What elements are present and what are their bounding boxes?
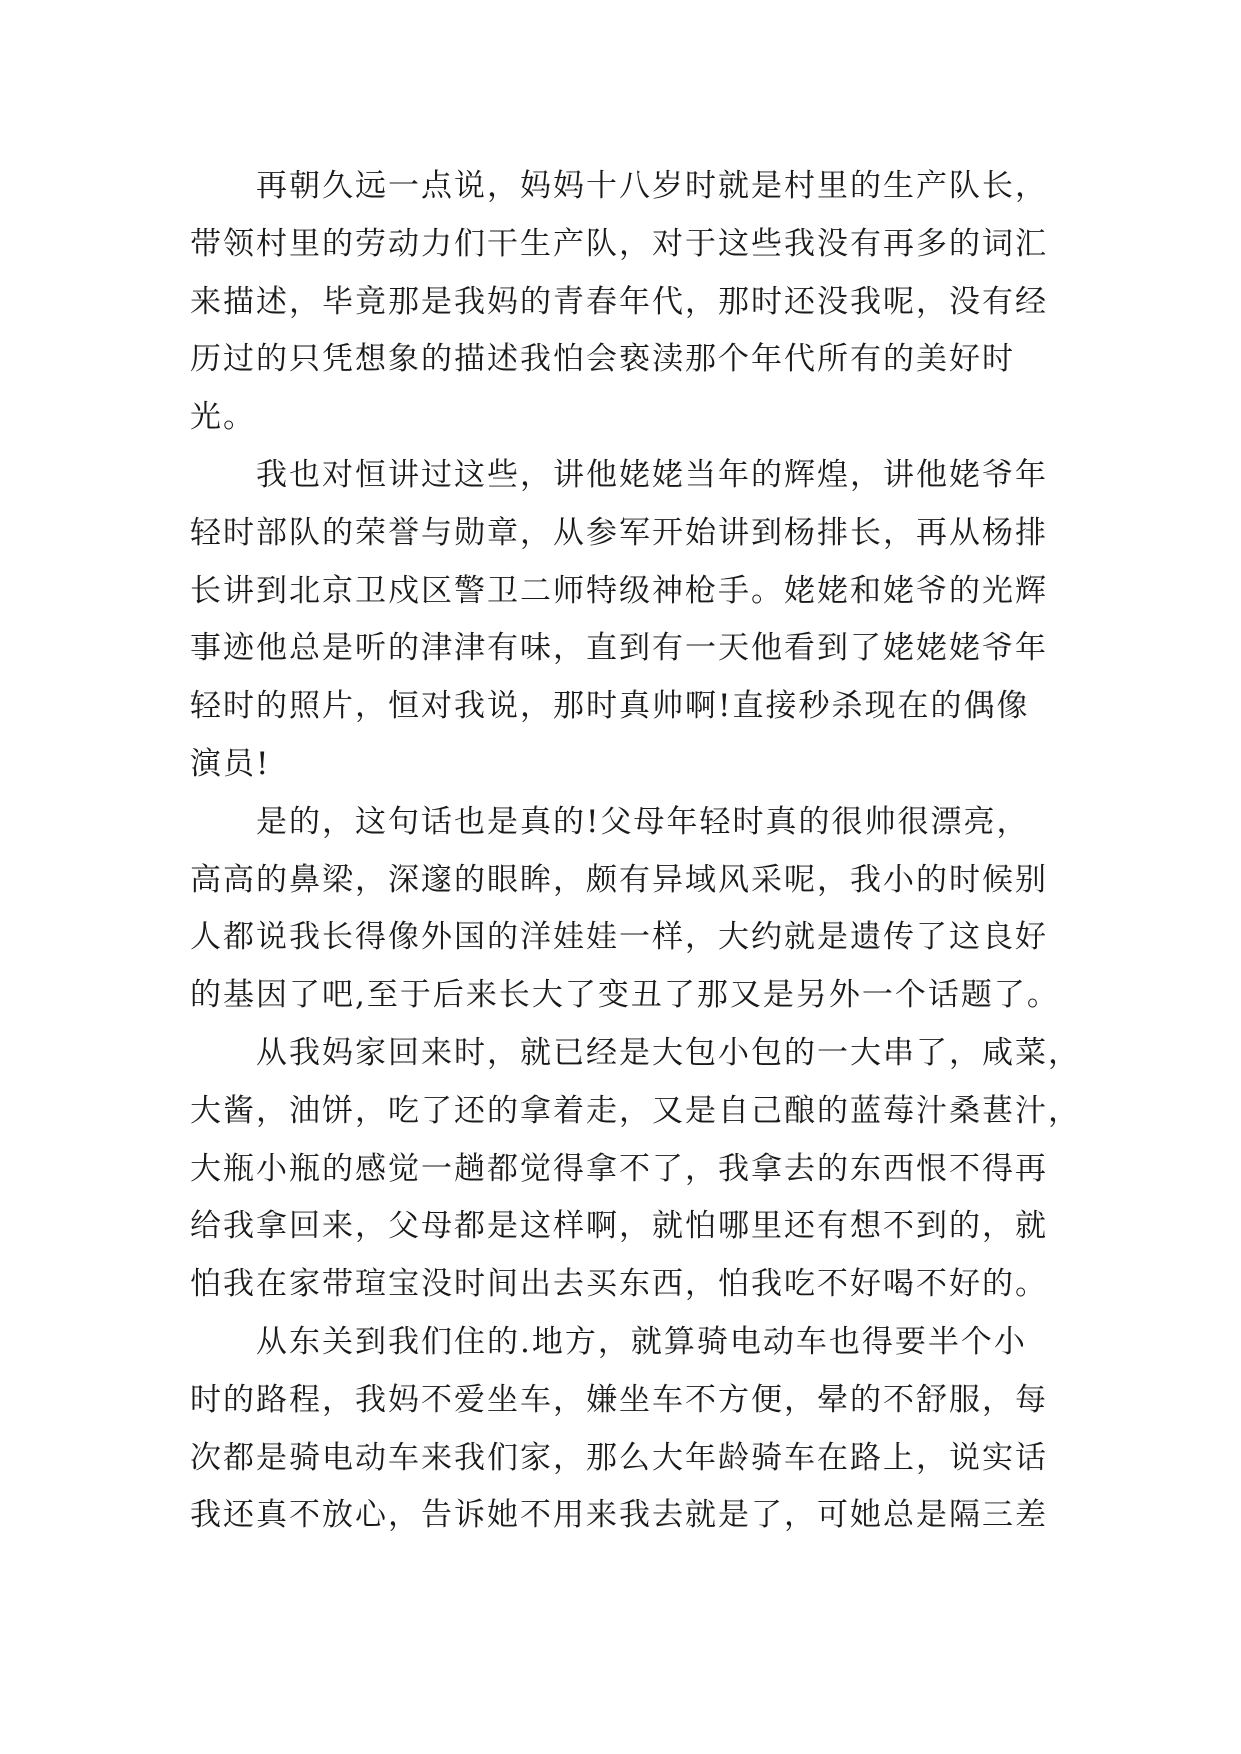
paragraph-2 (190, 447, 1060, 794)
text-line: 从我妈家回来时，就已经是大包小包的一大串了，咸菜， (256, 1034, 1081, 1071)
text-line: 时的路程，我妈不爱坐车，嫌坐车不方便，晕的不舒服，每 (190, 1381, 1048, 1418)
text-line: 再朝久远一点说，妈妈十八岁时就是村里的生产队长， (256, 168, 1048, 204)
paragraph-1 (190, 158, 1060, 447)
text-line: 怕我在家带瑄宝没时间出去买东西，怕我吃不好喝不好的。 (190, 1266, 1048, 1303)
text-line: 给我拿回来，父母都是这样啊，就怕哪里还有想不到的，就 (190, 1208, 1048, 1245)
text-line: 我也对恒讲过这些，讲他姥姥当年的辉煌，讲他姥爷年 (256, 456, 1048, 493)
text-line: 从东关到我们住的.地方，就算骑电动车也得要半个小 (256, 1323, 1027, 1360)
text-line: 人都说我长得像外国的洋娃娃一样，大约就是遗传了这良好 (190, 919, 1048, 956)
text-line: 光。 (190, 399, 256, 436)
text-line: 来描述，毕竟那是我妈的青春年代，那时还没我呢，没有经 (190, 283, 1048, 320)
text-line: 大瓶小瓶的感觉一趟都觉得拿不了，我拿去的东西恨不得再 (190, 1150, 1048, 1187)
text-line: 大酱，油饼，吃了还的拿着走，又是自己酿的蓝莓汁桑葚汁， (190, 1092, 1081, 1129)
text-line: 演员! (190, 745, 271, 782)
text-line: 的基因了吧,至于后来长大了变丑了那又是另外一个话题了。 (190, 977, 1060, 1014)
paragraph-4 (190, 1025, 1081, 1314)
text-line: 历过的只凭想象的描述我怕会亵渎那个年代所有的美好时 (190, 341, 1015, 378)
document-body (190, 158, 1081, 1545)
text-line: 轻时部队的荣誉与勋章，从参军开始讲到杨排长，再从杨排 (190, 514, 1048, 551)
text-line: 带领村里的劳动力们干生产队，对于这些我没有再多的词汇 (190, 225, 1048, 262)
text-line: 我还真不放心，告诉她不用来我去就是了，可她总是隔三差 (190, 1497, 1048, 1534)
text-line: 长讲到北京卫戍区警卫二师特级神枪手。姥姥和姥爷的光辉 (190, 572, 1048, 609)
text-line: 是的，这句话也是真的!父母年轻时真的很帅很漂亮， (256, 803, 1030, 840)
text-line: 轻时的照片，恒对我说，那时真帅啊!直接秒杀现在的偶像 (190, 688, 1030, 725)
paragraph-3 (190, 794, 1060, 1025)
paragraph-5 (190, 1314, 1060, 1545)
text-line: 事迹他总是听的津津有味，直到有一天他看到了姥姥姥爷年 (190, 630, 1048, 667)
text-line: 次都是骑电动车来我们家，那么大年龄骑车在路上，说实话 (190, 1439, 1048, 1476)
text-line: 高高的鼻梁，深邃的眼眸，颇有异域风采呢，我小的时候别 (190, 861, 1048, 898)
